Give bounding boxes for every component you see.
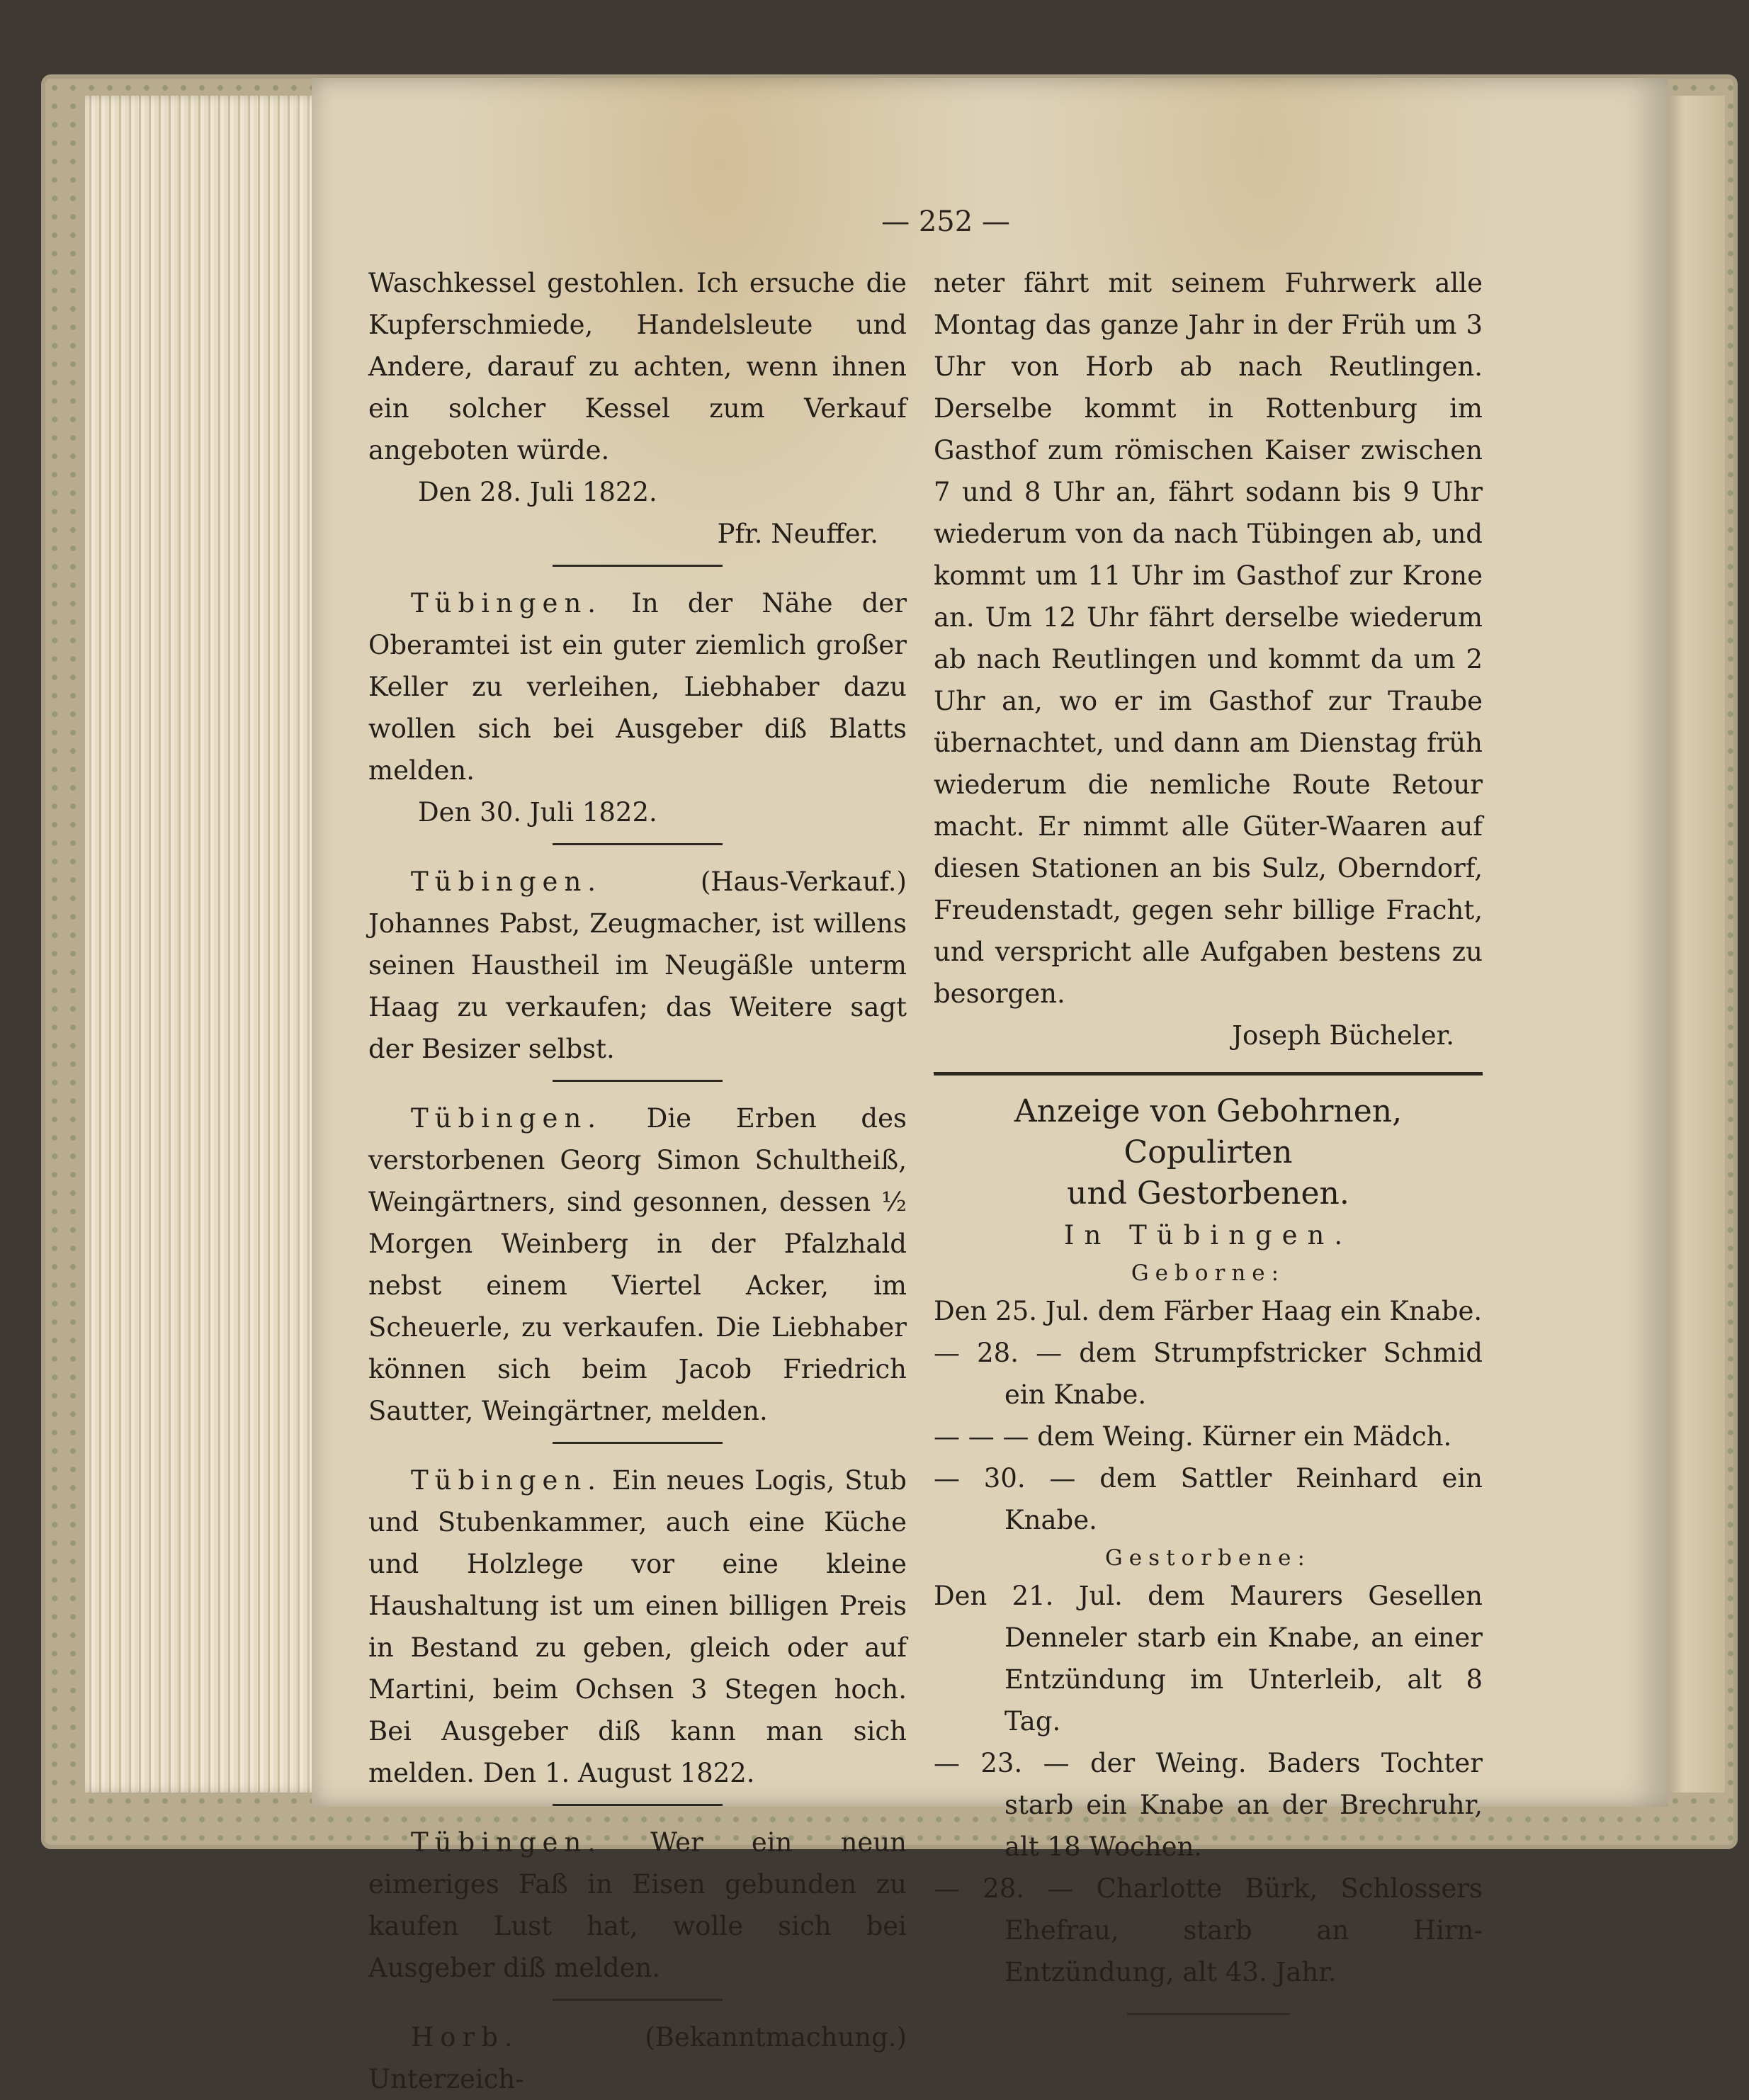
notice-place: Tübingen. [411, 1465, 603, 1496]
notice-place: Tübingen. [411, 866, 603, 897]
separator [553, 1442, 723, 1444]
deaths-label: Gestorbene: [1105, 1545, 1311, 1571]
section-place: In Tübingen. [1063, 1220, 1353, 1251]
birth-entry: Den 25. Jul. dem Färber Haag ein Knabe. [934, 1296, 1483, 1326]
notice-haus-verkauf [368, 861, 907, 1070]
separator [553, 843, 723, 845]
page-number: — 252 — [881, 205, 1010, 238]
separator [553, 1080, 723, 1082]
notice-kessel: Waschkessel gestohlen. Ich ersuche die Kupferschmiede, Handelsleute und Andere, darauf zu achten, wenn ihnen ein solcher Kessel zum Verkauf angeboten würde. [368, 268, 907, 465]
notice-place: Horb. [411, 2022, 519, 2053]
notice-signature: Joseph Bücheler. [1232, 1020, 1454, 1051]
notice-text: In der Nähe der Oberamtei ist ein guter ziemlich großer Keller zu verleihen, Liebhaber dazu wollen sich bei Ausgeber diß Blatts melden. [368, 588, 907, 786]
left-column [368, 262, 907, 2100]
notice-fass [368, 1822, 907, 1989]
notice-horb [368, 2016, 907, 2100]
notice-weinberg [368, 1097, 907, 1432]
birth-entry: — 30. — dem Sattler Reinhard ein Knabe. [934, 1463, 1483, 1535]
notice-place: Tübingen. [411, 1103, 603, 1134]
section-heading: Anzeige von Gebohrnen, Copulirten [1014, 1093, 1403, 1170]
notice-place: Tübingen. [411, 1827, 603, 1858]
section-heading-line2: und Gestorbenen. [1067, 1175, 1349, 1212]
notice-keller [368, 582, 907, 791]
notice-logis [368, 1460, 907, 1794]
notice-place: Tübingen. [411, 588, 603, 619]
notice-text: Wer ein neun eimeriges Faß in Eisen gebunden zu kaufen Lust hat, wolle sich bei Ausgeber diß melden. [368, 1827, 907, 1983]
separator [553, 1804, 723, 1806]
notice-text: (Bekanntmachung.) Unterzeich- [368, 2022, 907, 2094]
birth-entry: — 28. — dem Strumpfstricker Schmid ein Knabe. [934, 1338, 1483, 1410]
right-column [934, 262, 1483, 2015]
notice-date: Den 30. Juli 1822. [418, 797, 657, 828]
notice-text: (Haus-Verkauf.) Johannes Pabst, Zeugmacher, ist willens seinen Haustheil im Neugäßle unterm Haag zu verkaufen; das Weitere sagt der Besizer selbst. [368, 866, 907, 1064]
death-entry: Den 21. Jul. dem Maurers Gesellen Denneler starb ein Knabe, an einer Entzündung im Unterleib, alt 8 Tag. [934, 1581, 1483, 1737]
births-label: Geborne: [1131, 1260, 1286, 1286]
notice-text: Die Erben des verstorbenen Georg Simon Schultheiß, Weingärtners, sind gesonnen, dessen ½ Morgen Weinberg in der Pfalzhald nebst einem Viertel Acker, im Scheuerle, zu verkaufen. Die Liebhaber können sich beim Jacob Friedrich Sautter, Weingärtner, melden. [368, 1103, 907, 1426]
death-entry: — 28. — Charlotte Bürk, Schlossers Ehefrau, starb an Hirn-Entzündung, alt 43. Jahr. [934, 1873, 1483, 1987]
separator [553, 1999, 723, 2001]
death-entry: — 23. — der Weing. Baders Tochter starb ein Knabe an der Brechruhr, alt 18 Wochen. [934, 1748, 1483, 1862]
notice-date: Den 28. Juli 1822. [418, 477, 657, 507]
notice-fuhrwerk: neter fährt mit seinem Fuhrwerk alle Montag das ganze Jahr in der Früh um 3 Uhr von Horb ab nach Reutlingen. Derselbe kommt in Rottenburg im Gasthof zum römischen Kaiser zwischen 7 und 8 Uhr an, fährt sodann bis 9 Uhr wiederum von da nach Tübingen ab, und kommt um 11 Uhr im Gasthof zur Krone an. Um 12 Uhr fährt derselbe wiederum ab nach Reutlingen und kommt da um 2 Uhr an, wo er im Gasthof zur Traube übernachtet, und dann am Dienstag früh wiederum die nemliche Route Retour macht. Er nimmt alle Güter-Waaren auf diesen Stationen an bis Sulz, Oberndorf, Freudenstadt, gegen sehr billige Fracht, und verspricht alle Aufgaben bestens zu besorgen. [934, 268, 1483, 1009]
separator [553, 565, 723, 567]
section-rule [934, 1072, 1483, 1076]
birth-entry: — — — dem Weing. Kürner ein Mädch. [934, 1421, 1452, 1452]
end-rule [1127, 2013, 1290, 2015]
notice-text: Ein neues Logis, Stub und Stubenkammer, auch eine Küche und Holzlege vor eine kleine Haushaltung ist um einen billigen Preis in Bestand zu geben, gleich oder auf Martini, beim Ochsen 3 Stegen hoch. Bei Ausgeber diß kann man sich melden. Den 1. August 1822. [368, 1465, 907, 1788]
notice-signature: Pfr. Neuffer. [717, 519, 878, 549]
